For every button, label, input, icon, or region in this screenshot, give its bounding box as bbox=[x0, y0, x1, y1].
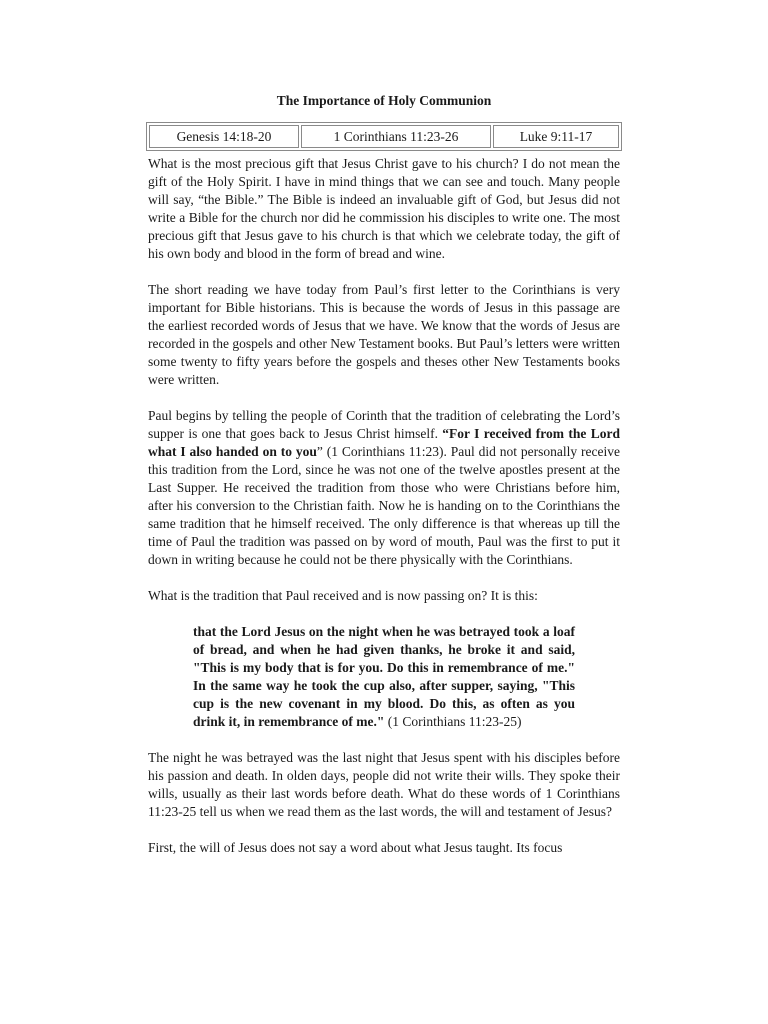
paragraph-3-bold-quote: “For I received from the Lord what I also handed on to you bbox=[148, 426, 620, 459]
reference-genesis: Genesis 14:18-20 bbox=[149, 125, 299, 148]
paragraph-5: The night he was betrayed was the last night that Jesus spent with his disciples before his passion and death. In olden days, people did not write their wills. They spoke their wills, usually as their last words before death. What do these words of 1 Corinthians 11:23-25 tell us when we read them as the last words, the will and testament of Jesus? bbox=[148, 750, 620, 819]
document-title: The Importance of Holy Communion bbox=[276, 93, 492, 108]
reference-luke: Luke 9:11-17 bbox=[493, 125, 619, 148]
block-quote-reference: (1 Corinthians 11:23-25) bbox=[384, 714, 522, 729]
block-quote bbox=[193, 623, 575, 731]
document-page bbox=[148, 92, 620, 875]
paragraph-3-start: Paul begins by telling the people of Corinth that the tradition of celebrating the Lord’s supper is one that goes back to Jesus Christ himself. bbox=[148, 408, 620, 441]
paragraph-3-rest: ” (1 Corinthians 11:23). Paul did not personally receive this tradition from the Lord, since he was not one of the twelve apostles present at the Last Supper. He received the tradition from those who were Christians before him, after his conversion to the Christian faith. Now he is handing on to the Corinthians the same tradition that he himself received. The only difference is that whereas up till the time of Paul the tradition was passed on by word of mouth, Paul was the first to put it down in writing because he could not be there physically with the Corinthians. bbox=[148, 444, 620, 567]
paragraph-6: First, the will of Jesus does not say a word about what Jesus taught. Its focus bbox=[148, 840, 563, 855]
paragraph-3 bbox=[148, 407, 620, 569]
reference-corinthians: 1 Corinthians 11:23-26 bbox=[301, 125, 491, 148]
scripture-references-table bbox=[146, 122, 622, 151]
block-quote-text: that the Lord Jesus on the night when he was betrayed took a loaf of bread, and when he had given thanks, he broke it and said, "This is my body that is for you. Do this in remembrance of me." In the same way he took the cup also, after supper, saying, "This cup is the new covenant in my blood. Do this, as often as you drink it, in remembrance of me." bbox=[193, 624, 575, 729]
paragraph-4: What is the tradition that Paul received and is now passing on? It is this: bbox=[148, 588, 538, 603]
paragraph-1: What is the most precious gift that Jesus Christ gave to his church? I do not mean the gift of the Holy Spirit. I have in mind things that we can see and touch. Many people will say, “the Bible.” The Bible is indeed an invaluable gift of God, but Jesus did not write a Bible for the church nor did he commission his disciples to write one. The most precious gift that Jesus gave to his church is that which we celebrate today, the gift of his own body and blood in the form of bread and wine. bbox=[148, 156, 620, 261]
paragraph-2: The short reading we have today from Paul’s first letter to the Corinthians is very important for Bible historians. This is because the words of Jesus in this passage are the earliest recorded words of Jesus that we have. We know that the words of Jesus are recorded in the gospels and other New Testament books. But Paul’s letters were written some twenty to fifty years before the gospels and theses other New Testaments books were written. bbox=[148, 282, 620, 387]
